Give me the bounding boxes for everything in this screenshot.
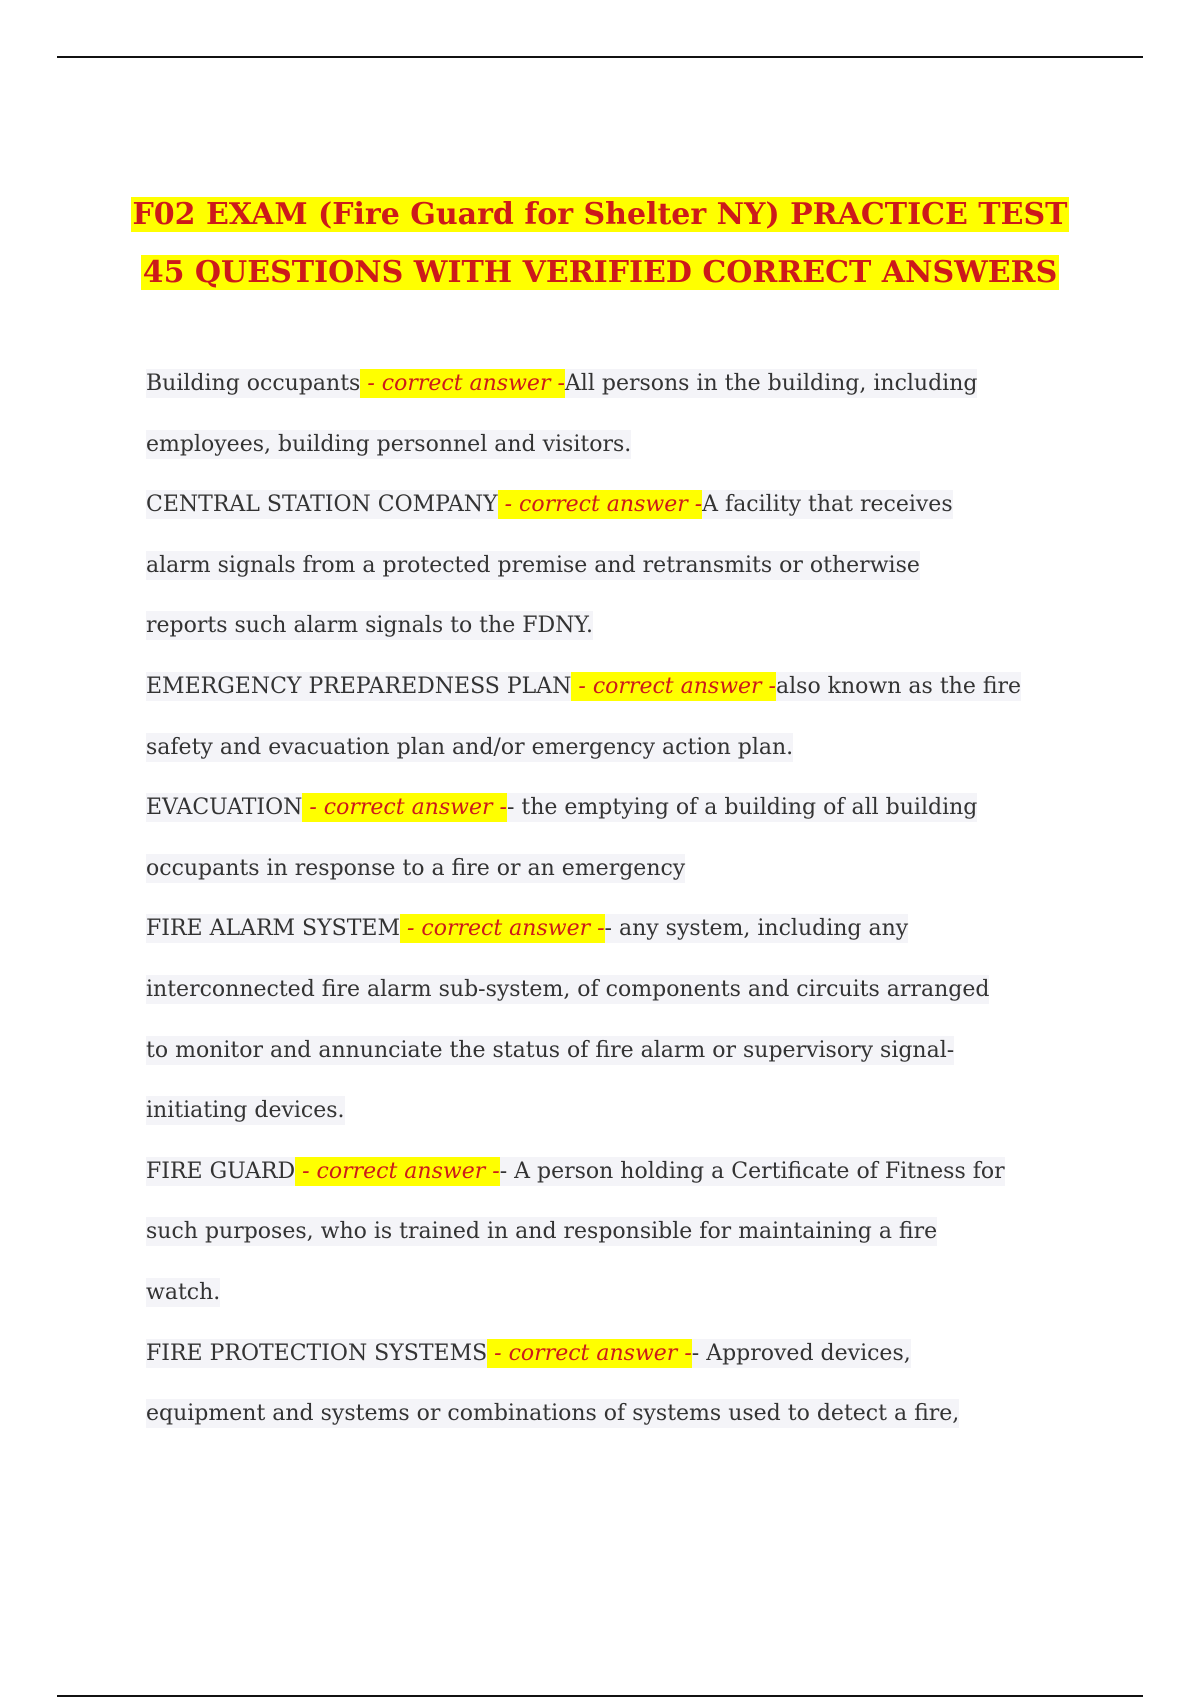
correct-answer-marker: - correct answer - — [571, 673, 776, 699]
answer-continuation: to monitor and annunciate the status of fire alarm or supervisory signal- — [146, 1037, 955, 1063]
correct-answer-marker: - correct answer - — [295, 1158, 500, 1184]
answer-start: - Approved devices, — [691, 1340, 911, 1366]
answer-continuation: safety and evacuation plan and/or emergency action plan. — [146, 734, 794, 760]
answer-continuation: equipment and systems or combinations of systems used to detect a fire, — [146, 1401, 960, 1427]
qa-entry — [146, 778, 1086, 899]
answer-start: - the emptying of a building of all building — [506, 795, 978, 821]
entry-first-line — [146, 1142, 1086, 1203]
answer-continuation: reports such alarm signals to the FDNY. — [146, 613, 594, 639]
answer-continuation: interconnected fire alarm sub-system, of components and circuits arranged — [146, 976, 990, 1002]
term: FIRE PROTECTION SYSTEMS — [146, 1340, 488, 1366]
term: CENTRAL STATION COMPANY — [146, 492, 498, 518]
qa-entry — [146, 1324, 1086, 1445]
answer-start: - any system, including any — [604, 916, 909, 942]
correct-answer-marker: - correct answer - — [302, 795, 507, 821]
correct-answer-marker: - correct answer - — [399, 916, 605, 942]
qa-entry — [146, 1142, 1086, 1324]
entry-first-line — [146, 899, 1086, 960]
answer-continuation: employees, building personnel and visitors. — [146, 431, 632, 457]
title-line-1 — [57, 186, 1143, 244]
qa-entry — [146, 475, 1086, 657]
answer-start: A facility that receives — [702, 492, 953, 518]
entry-first-line — [146, 657, 1086, 718]
term: FIRE GUARD — [146, 1158, 296, 1184]
term: FIRE ALARM SYSTEM — [146, 916, 400, 942]
qa-entry — [146, 899, 1086, 1141]
answer-continuation: occupants in response to a fire or an emergency — [146, 855, 686, 881]
answer-start: All persons in the building, including — [564, 371, 978, 396]
title-line-1-text: F02 EXAM (Fire Guard for Shelter NY) PRACTICE TEST — [132, 197, 1068, 232]
answer-continuation: alarm signals from a protected premise and retransmits or otherwise — [146, 552, 920, 578]
correct-answer-marker: - correct answer - — [487, 1340, 692, 1366]
qa-list — [146, 354, 1086, 1445]
term: EVACUATION — [146, 795, 303, 821]
qa-entry — [146, 657, 1086, 778]
answer-start: - A person holding a Certificate of Fitness for — [499, 1158, 1005, 1184]
correct-answer-marker: - correct answer - — [360, 371, 565, 396]
correct-answer-marker: - correct answer - — [497, 492, 703, 518]
answer-continuation: such purposes, who is trained in and responsible for maintaining a fire — [146, 1219, 938, 1245]
answer-start: also known as the fire — [776, 673, 1022, 699]
title-line-2-text: 45 QUESTIONS WITH VERIFIED CORRECT ANSWERS — [142, 255, 1058, 290]
bottom-rule — [57, 1695, 1143, 1697]
top-rule — [57, 56, 1143, 58]
answer-continuation: initiating devices. — [146, 1098, 345, 1124]
page-title — [57, 186, 1143, 302]
entry-first-line — [146, 354, 1086, 415]
title-line-2 — [57, 244, 1143, 302]
term: EMERGENCY PREPAREDNESS PLAN — [146, 673, 572, 699]
qa-entry — [146, 354, 1086, 475]
entry-first-line — [146, 1324, 1086, 1385]
entry-first-line — [146, 778, 1086, 839]
answer-continuation: watch. — [146, 1279, 221, 1305]
term: Building occupants — [146, 371, 361, 396]
entry-first-line — [146, 475, 1086, 536]
